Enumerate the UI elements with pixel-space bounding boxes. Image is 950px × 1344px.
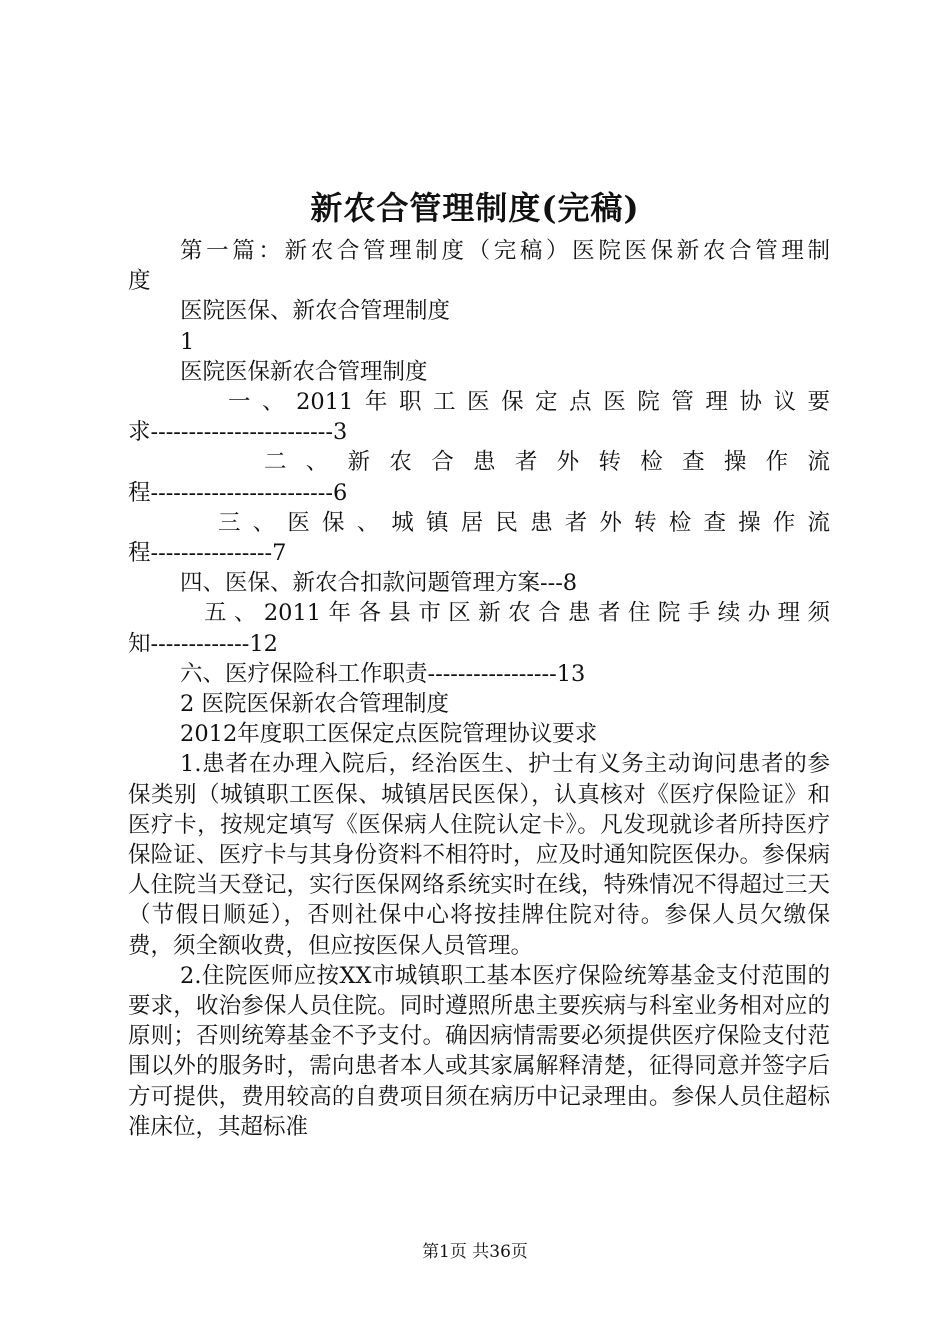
paragraph-toc-heading: 医院医保新农合管理制度 (180, 358, 428, 385)
paragraph-item-1: 1.患者在办理入院后，经治医生、护士有义务主动询问患者的参保类别（城镇职工医保、城镇居民医保），认真核对《医疗保险证》和医疗卡，按规定填写《医保病人住院认定卡》。凡发现就诊者所持医疗保险证、医疗卡与其身份资料不相符时，应及时通知院医保办。参保病人住院当天登记，实行医保网络系统实时在线，特殊情况不得超过三天（节假日顺延），否则社保中心将按挂牌住院对待。参保人员欠缴保费，须全额收费，但应按医保人员管理。 (128, 751, 830, 959)
toc-item-2-line2: 程------------------------6 (128, 479, 348, 506)
toc-item-3-line1: 三、医保、城镇居民患者外转检查操作流 (218, 509, 830, 536)
toc-item-1-line1: 一、2011年职工医保定点医院管理协议要 (228, 389, 830, 416)
paragraph-first-chapter-line2: 度 (128, 268, 151, 295)
paragraph-number-1: 1 (180, 328, 195, 355)
paragraph-system-title: 医院医保、新农合管理制度 (180, 298, 451, 325)
document-body (128, 236, 830, 1142)
toc-item-1-line2: 求------------------------3 (128, 419, 348, 446)
paragraph-agreement-heading: 2012年度职工医保定点医院管理协议要求 (180, 721, 598, 748)
toc-item-3-line2: 程----------------7 (128, 540, 287, 567)
paragraph-item-2: 2.住院医师应按XX市城镇职工基本医疗保险统筹基金支付范围的要求，收治参保人员住院。同时遵照所患主要疾病与科室业务相对应的原则；否则统筹基金不予支付。确因病情需要必须提供医疗保险支付范围以外的服务时，需向患者本人或其家属解释清楚，征得同意并签字后方可提供，费用较高的自费项目须在病历中记录理由。参保人员住超标准床位，其超标准 (128, 962, 830, 1140)
toc-item-6: 六、医疗保险科工作职责-----------------13 (180, 660, 586, 687)
toc-item-2-line1: 二、新农合患者外转检查操作流 (264, 449, 830, 476)
document-title: 新农合管理制度(完稿) (310, 189, 640, 227)
page-footer: 第1页 共36页 (422, 1242, 528, 1262)
paragraph-first-chapter-line1: 第一篇：新农合管理制度（完稿）医院医保新农合管理制 (180, 238, 830, 264)
toc-item-4: 四、医保、新农合扣款问题管理方案---8 (180, 570, 578, 597)
toc-item-5-line2: 知-------------12 (128, 630, 278, 657)
toc-item-5-line1: 五、2011年各县市区新农合患者住院手续办理须 (204, 600, 830, 627)
paragraph-section-2-heading: 2 医院医保新农合管理制度 (180, 691, 449, 718)
